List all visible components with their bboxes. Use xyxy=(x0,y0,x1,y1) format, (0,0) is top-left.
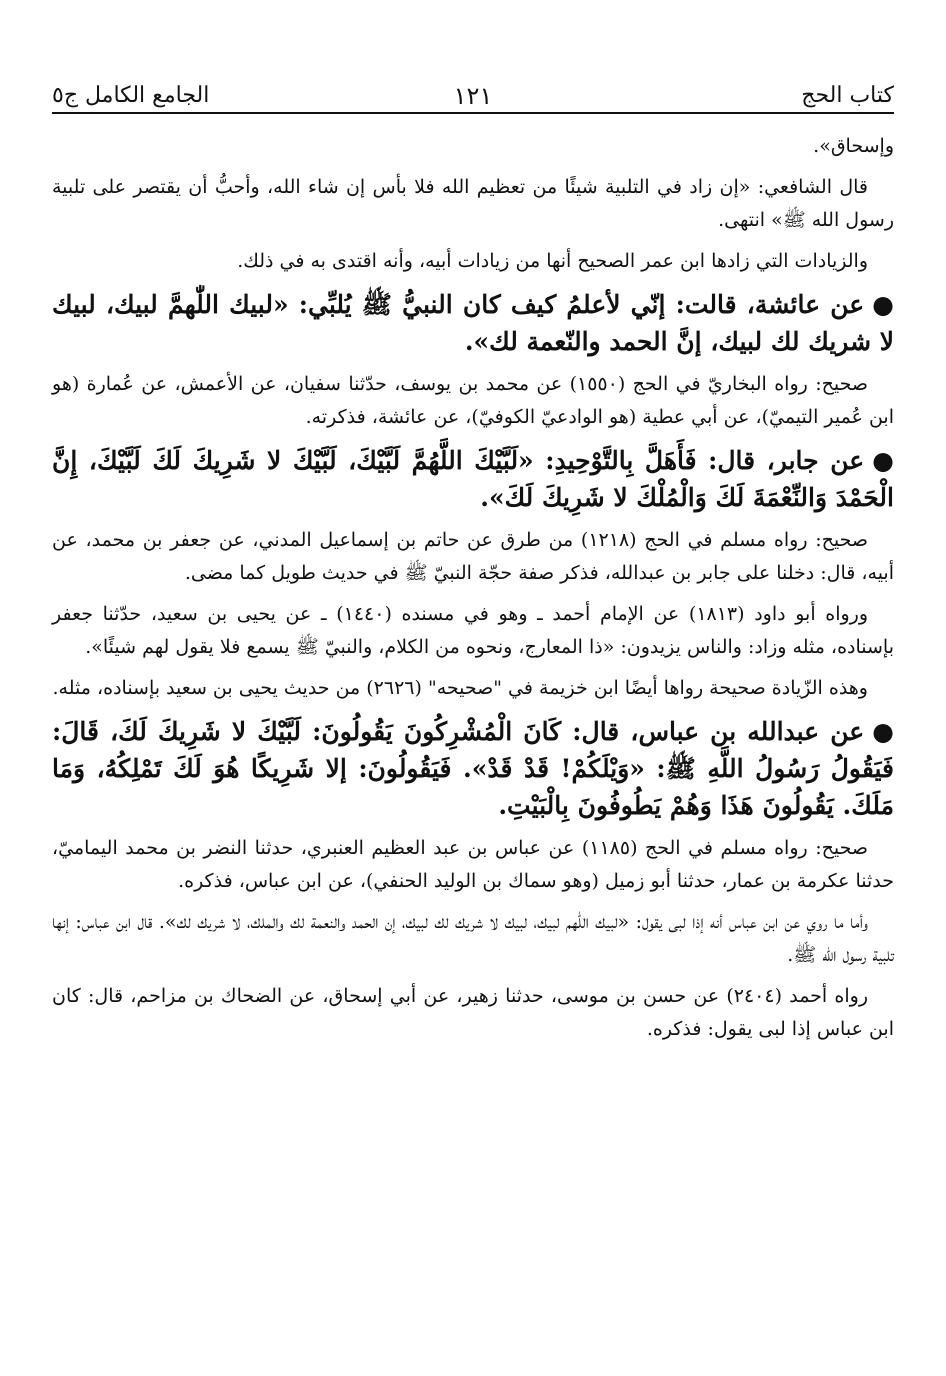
text-paragraph: صحيح: رواه مسلم في الحج (١٢١٨) من طرق عن حاتم بن إسماعيل المدني، عن جعفر بن محمد، عن أبيه، قال: دخلنا على جابر بن عبدالله، فذكر صفة حجّة النبيّ ﷺ في حديث طويل كما مضى. xyxy=(52,529,894,584)
page-content xyxy=(52,130,894,1054)
bullet-marker: ● xyxy=(872,446,894,475)
text-paragraph: ورواه أبو داود (١٨١٣) عن الإمام أحمد ـ وهو في مسنده (١٤٤٠) ـ عن يحيى بن سعيد، حدّثنا جعفر بإسناده، مثله وزاد: والناس يزيدون: «ذا المعارج، ونحوه من الكلام، والنبيّ ﷺ يسمع فلا يقول لهم شيئًا». xyxy=(52,603,894,658)
text-paragraph: صحيح: رواه مسلم في الحج (١١٨٥) عن عباس بن عبد العظيم العنبري، حدثنا النضر بن محمد اليماميّ، حدثنا عكرمة بن عمار، حدثنا أبو زميل (وهو سماك بن الوليد الحنفي)، عن ابن عباس، فذكره. xyxy=(52,837,894,892)
hadith-paragraph xyxy=(52,442,894,516)
text-paragraph: صحيح: رواه البخاريّ في الحج (١٥٥٠) عن محمد بن يوسف، حدّثنا سفيان، عن الأعمش، عن عُمارة (هو ابن عُمير التيميّ)، عن أبي عطية (هو الوادعيّ الكوفيّ)، عن عائشة، فذكرته. xyxy=(52,373,894,428)
hadith-paragraph xyxy=(52,286,894,360)
text-paragraph: والزيادات التي زادها ابن عمر الصحيح أنها من زيادات أبيه، وأنه اقتدى به في ذلك. xyxy=(237,250,868,272)
text-paragraph: وإسحاق». xyxy=(813,135,894,157)
hadith-text: عن جابر، قال: فَأَهَلَّ بِالتَّوْحِيدِ: «لَبَّيْكَ اللَّهُمَّ لَبَّيْكَ، لَبَّيْكَ لا شَرِيكَ لَكَ لَبَّيْكَ، إِنَّ الْحَمْدَ وَالنِّعْمَةَ لَكَ وَالْمُلْكَ لا شَرِيكَ لَكَ». xyxy=(52,446,894,512)
chapter-title: كتاب الحج xyxy=(801,83,894,108)
hadith-text: عن عبدالله بن عباس، قال: كَانَ الْمُشْرِكُونَ يَقُولُونَ: لَبَّيْكَ لا شَرِيكَ لَكَ، قَالَ: فَيَقُولُ رَسُولُ اللَّهِ ﷺ: «وَيْلَكُمْ! قَدْ قَدْ». فَيَقُولُونَ: إلا شَرِيكًا هُوَ لَكَ تَمْلِكُهُ، وَمَا مَلَكَ. يَقُولُونَ هَذَا وَهُمْ يَطُوفُونَ بِالْبَيْتِ. xyxy=(52,717,894,820)
bullet-marker: ● xyxy=(872,290,894,319)
hadith-text: عن عائشة، قالت: إنّي لأعلمُ كيف كان النبيُّ ﷺ يُلبِّي: «لبيك اللّٰهمَّ لبيك، لبيك لا شريك لك لبيك، إنَّ الحمد والنّعمة لك». xyxy=(52,290,894,356)
page-header xyxy=(52,70,894,110)
book-title: الجامع الكامل ج٥ xyxy=(52,83,210,108)
header-divider xyxy=(52,112,894,114)
hadith-paragraph xyxy=(52,713,894,824)
text-paragraph: وأما ما روي عن ابن عباس أنه إذا لبى يقول: «لبيك اللّٰهم لبيك، لبيك لا شريك لك لبيك، إن الحمد والنعمة لك والملك، لا شريك لك». قال ابن عباس: إنها تلبية رسول الله ﷺ. xyxy=(52,911,894,966)
bullet-marker: ● xyxy=(872,717,894,746)
text-paragraph: رواه أحمد (٢٤٠٤) عن حسن بن موسى، حدثنا زهير، عن أبي إسحاق، عن الضحاك بن مزاحم، قال: كان ابن عباس إذا لبى يقول: فذكره. xyxy=(52,985,894,1040)
text-paragraph: قال الشافعي: «إن زاد في التلبية شيئًا من تعظيم الله فلا بأس إن شاء الله، وأحبُّ أن يقتصر على تلبية رسول الله ﷺ» انتهى. xyxy=(52,176,894,231)
text-paragraph: وهذه الزّيادة صحيحة رواها أيضًا ابن خزيمة في "صحيحه" (٢٦٢٦) من حديث يحيى بن سعيد بإسناده، مثله. xyxy=(52,677,868,699)
page-number: ١٢١ xyxy=(453,82,493,110)
